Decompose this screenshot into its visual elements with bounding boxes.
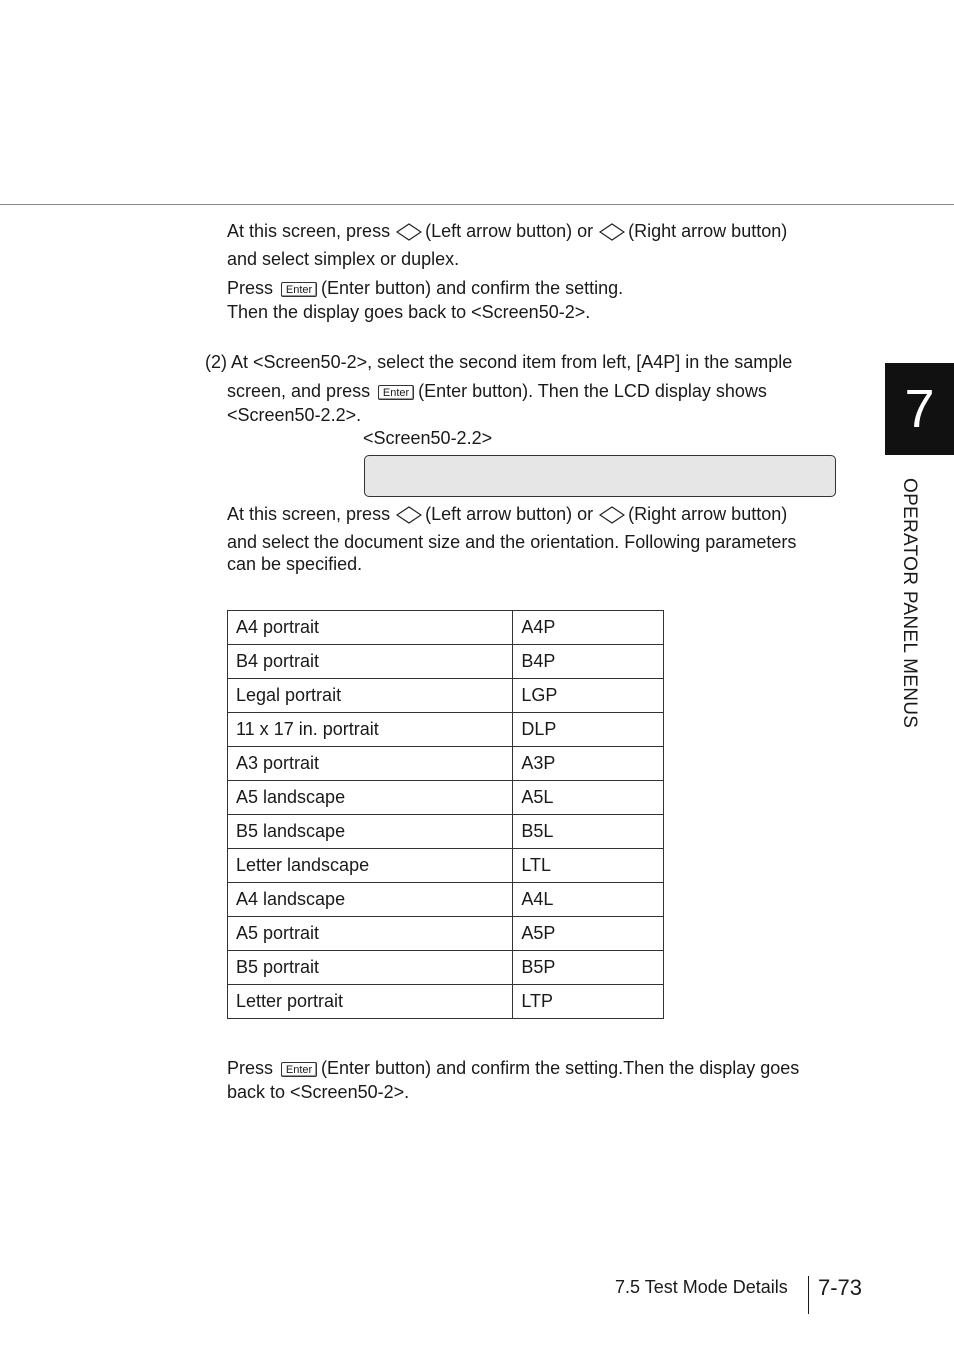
enter-key-icon: Enter [281, 282, 317, 297]
size-code-cell: A5P [513, 917, 664, 951]
parameters-table-body [228, 611, 664, 1019]
enter-key-icon: Enter [281, 1062, 317, 1077]
step2-line3: <Screen50-2.2>. [227, 405, 362, 425]
para4-text: (Enter button) and confirm the setting.Then the display goes [321, 1058, 800, 1078]
left-arrow-label: (Left arrow button) or [425, 221, 594, 241]
table-row [228, 645, 664, 679]
para1-line4: Then the display goes back to <Screen50-2>. [227, 302, 591, 322]
size-code-cell: LTL [513, 849, 664, 883]
chapter-tab: 7 [885, 363, 954, 455]
step2-line1: (2) At <Screen50-2>, select the second item from left, [A4P] in the sample [205, 352, 793, 372]
table-row [228, 611, 664, 645]
table-row [228, 985, 664, 1019]
size-code-cell: B4P [513, 645, 664, 679]
size-code-cell: A4P [513, 611, 664, 645]
page-number: 7-73 [818, 1275, 863, 1300]
enter-text: (Enter button) and confirm the setting. [321, 278, 624, 298]
table-row [228, 917, 664, 951]
right-arrow-label: (Right arrow button) [628, 504, 788, 524]
para1-text: At this screen, press [227, 221, 391, 241]
size-name-cell: A4 landscape [228, 883, 513, 917]
size-name-cell: A3 portrait [228, 747, 513, 781]
step2-line2 [227, 380, 767, 402]
right-arrow-icon [599, 223, 625, 241]
table-row [228, 883, 664, 917]
size-code-cell: A5L [513, 781, 664, 815]
size-name-cell: B5 portrait [228, 951, 513, 985]
para4-line1 [227, 1057, 799, 1079]
para3-line3: can be specified. [227, 554, 363, 574]
size-name-cell: Letter landscape [228, 849, 513, 883]
size-name-cell: Letter portrait [228, 985, 513, 1019]
press-text: Press [227, 1058, 274, 1078]
size-code-cell: A3P [513, 747, 664, 781]
footer-section: 7.5 Test Mode Details [615, 1277, 788, 1297]
left-arrow-label: (Left arrow button) or [425, 504, 594, 524]
right-arrow-icon [599, 506, 625, 524]
parameters-table [227, 610, 664, 1019]
size-name-cell: B4 portrait [228, 645, 513, 679]
size-code-cell: A4L [513, 883, 664, 917]
footer-divider [808, 1276, 809, 1314]
size-name-cell: 11 x 17 in. portrait [228, 713, 513, 747]
para1-line1 [227, 220, 787, 242]
table-row [228, 713, 664, 747]
right-arrow-label: (Right arrow button) [628, 221, 788, 241]
press-text: Press [227, 278, 274, 298]
size-name-cell: Legal portrait [228, 679, 513, 713]
table-row [228, 849, 664, 883]
left-arrow-icon [396, 506, 422, 524]
table-row [228, 815, 664, 849]
size-name-cell: A4 portrait [228, 611, 513, 645]
left-arrow-icon [396, 223, 422, 241]
size-name-cell: B5 landscape [228, 815, 513, 849]
size-code-cell: B5P [513, 951, 664, 985]
lcd-display [364, 455, 836, 497]
table-row [228, 679, 664, 713]
size-name-cell: A5 portrait [228, 917, 513, 951]
screen-label: <Screen50-2.2> [363, 428, 493, 448]
step2-text-b: (Enter button). Then the LCD display shows [418, 381, 767, 401]
size-code-cell: LTP [513, 985, 664, 1019]
para3-line2: and select the document size and the orientation. Following parameters [227, 532, 797, 552]
table-row [228, 747, 664, 781]
step2-text: screen, and press [227, 381, 371, 401]
size-name-cell: A5 landscape [228, 781, 513, 815]
size-code-cell: DLP [513, 713, 664, 747]
table-row [228, 951, 664, 985]
size-code-cell: B5L [513, 815, 664, 849]
header-rule [0, 204, 954, 205]
para1-line2: and select simplex or duplex. [227, 249, 460, 269]
para3-text: At this screen, press [227, 504, 391, 524]
size-code-cell: LGP [513, 679, 664, 713]
para1-line3 [227, 277, 623, 299]
enter-key-icon: Enter [378, 385, 414, 400]
table-row [228, 781, 664, 815]
para4-line2: back to <Screen50-2>. [227, 1082, 410, 1102]
chapter-title: OPERATOR PANEL MENUS [899, 478, 920, 729]
para3-line1 [227, 503, 787, 525]
